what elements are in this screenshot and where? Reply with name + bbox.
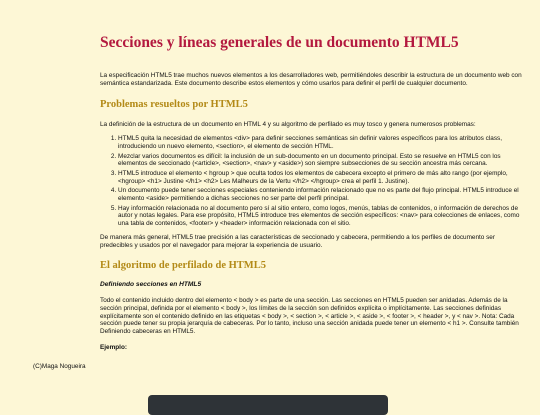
page-title: Secciones y líneas generales de un documento HTML5: [100, 34, 459, 51]
list-item: 3. HTML5 introduce el elemento < hgroup > que oculta todos los elementos de cabecera excepto el primero de más alto rango (por ejemplo, <hgroup> <h1> Justine </h1> <h2> Les Malheurs de la Vertu </h2> </hgroup> crea el perfil 1. Justine).: [118, 170, 525, 185]
code-example-block: [148, 395, 388, 415]
list-item: 1. HTML5 quita la necesidad de elementos <div> para definir secciones semánticas sin definir valores específicos para los atributos class, introduciendo un nuevo elemento, <section>, el elemento de sección HTML.: [118, 135, 525, 150]
copyright-credit: (C)Maga Nogueira: [33, 363, 86, 370]
algorithm-heading: El algoritmo de perfilado de HTML5: [100, 260, 266, 272]
problems-intro: La definición de la estructura de un documento en HTML 4 y su algoritmo de perfilado es muy tosco y genera numerosos problemas:: [100, 121, 476, 129]
sections-subheading: Definiendo secciones en HTML5: [100, 281, 202, 289]
document-content: [100, 0, 525, 352]
list-item: 5. Hay información relacionada no al documento pero sí al sitio entero, como logos, menús, tablas de contenidos, o información de derechos de autor y notas legales. Para ese propósito, HTML5 introduce tres elementos de sección específicos: <nav> para colecciones de enlaces, como una tabla de contenidos, <footer> y <header> información relacionada con el sitio.: [118, 205, 525, 228]
problems-heading: Problemas resueltos por HTML5: [100, 99, 248, 111]
list-item: 2. Mezclar varios documentos es difícil: la inclusión de un sub-documento en un documento principal. Esto se resuelve en HTML5 con los elementos de seccionado (<article>, <section>, <nav> y <aside>) son siempre subsecciones de su sección ancestra más cercana.: [118, 153, 525, 168]
sections-paragraph: Todo el contenido incluido dentro del elemento < body > es parte de una sección. Las secciones en HTML5 pueden ser anidadas. Además de la sección principal, definida por el elemento < body >, los límites de la sección son definidos explícita o implícitamente. Las secciones definidas explícitamente son el contenido definido en las etiquetas < body >, < section >, < article >, < aside >, < footer >, < header >, y < nav >. Nota: Cada sección puede tener su propia jerarquía de cabeceras. Por lo tanto, incluso una sección anidada puede tener un elemento < h1 >. Consulte también Definiendo cabeceras en HTML5.: [100, 297, 519, 336]
problems-summary: De manera más general, HTML5 trae precisión a las características de seccionado y cabecera, permitiendo a los perfiles de documento ser predecibles y usados por el navegador para mejorar la experiencia de usuario.: [100, 233, 495, 249]
list-item: 4. Un documento puede tener secciones especiales conteniendo información relacionado que no es parte del flujo principal. HTML5 introduce el elemento <aside> permitiendo a dichas secciones no ser parte del perfil principal.: [118, 187, 525, 202]
problems-list: [100, 135, 525, 228]
intro-paragraph: La especificación HTML5 trae muchos nuevos elementos a los desarrolladores web, permitiéndoles describir la estructura de un documento web con semántica estandarizada. Este documento describe estos elementos y cómo usarlos para definir el perfil de cualquier documento.: [100, 72, 522, 87]
example-label: Ejemplo:: [100, 343, 127, 351]
